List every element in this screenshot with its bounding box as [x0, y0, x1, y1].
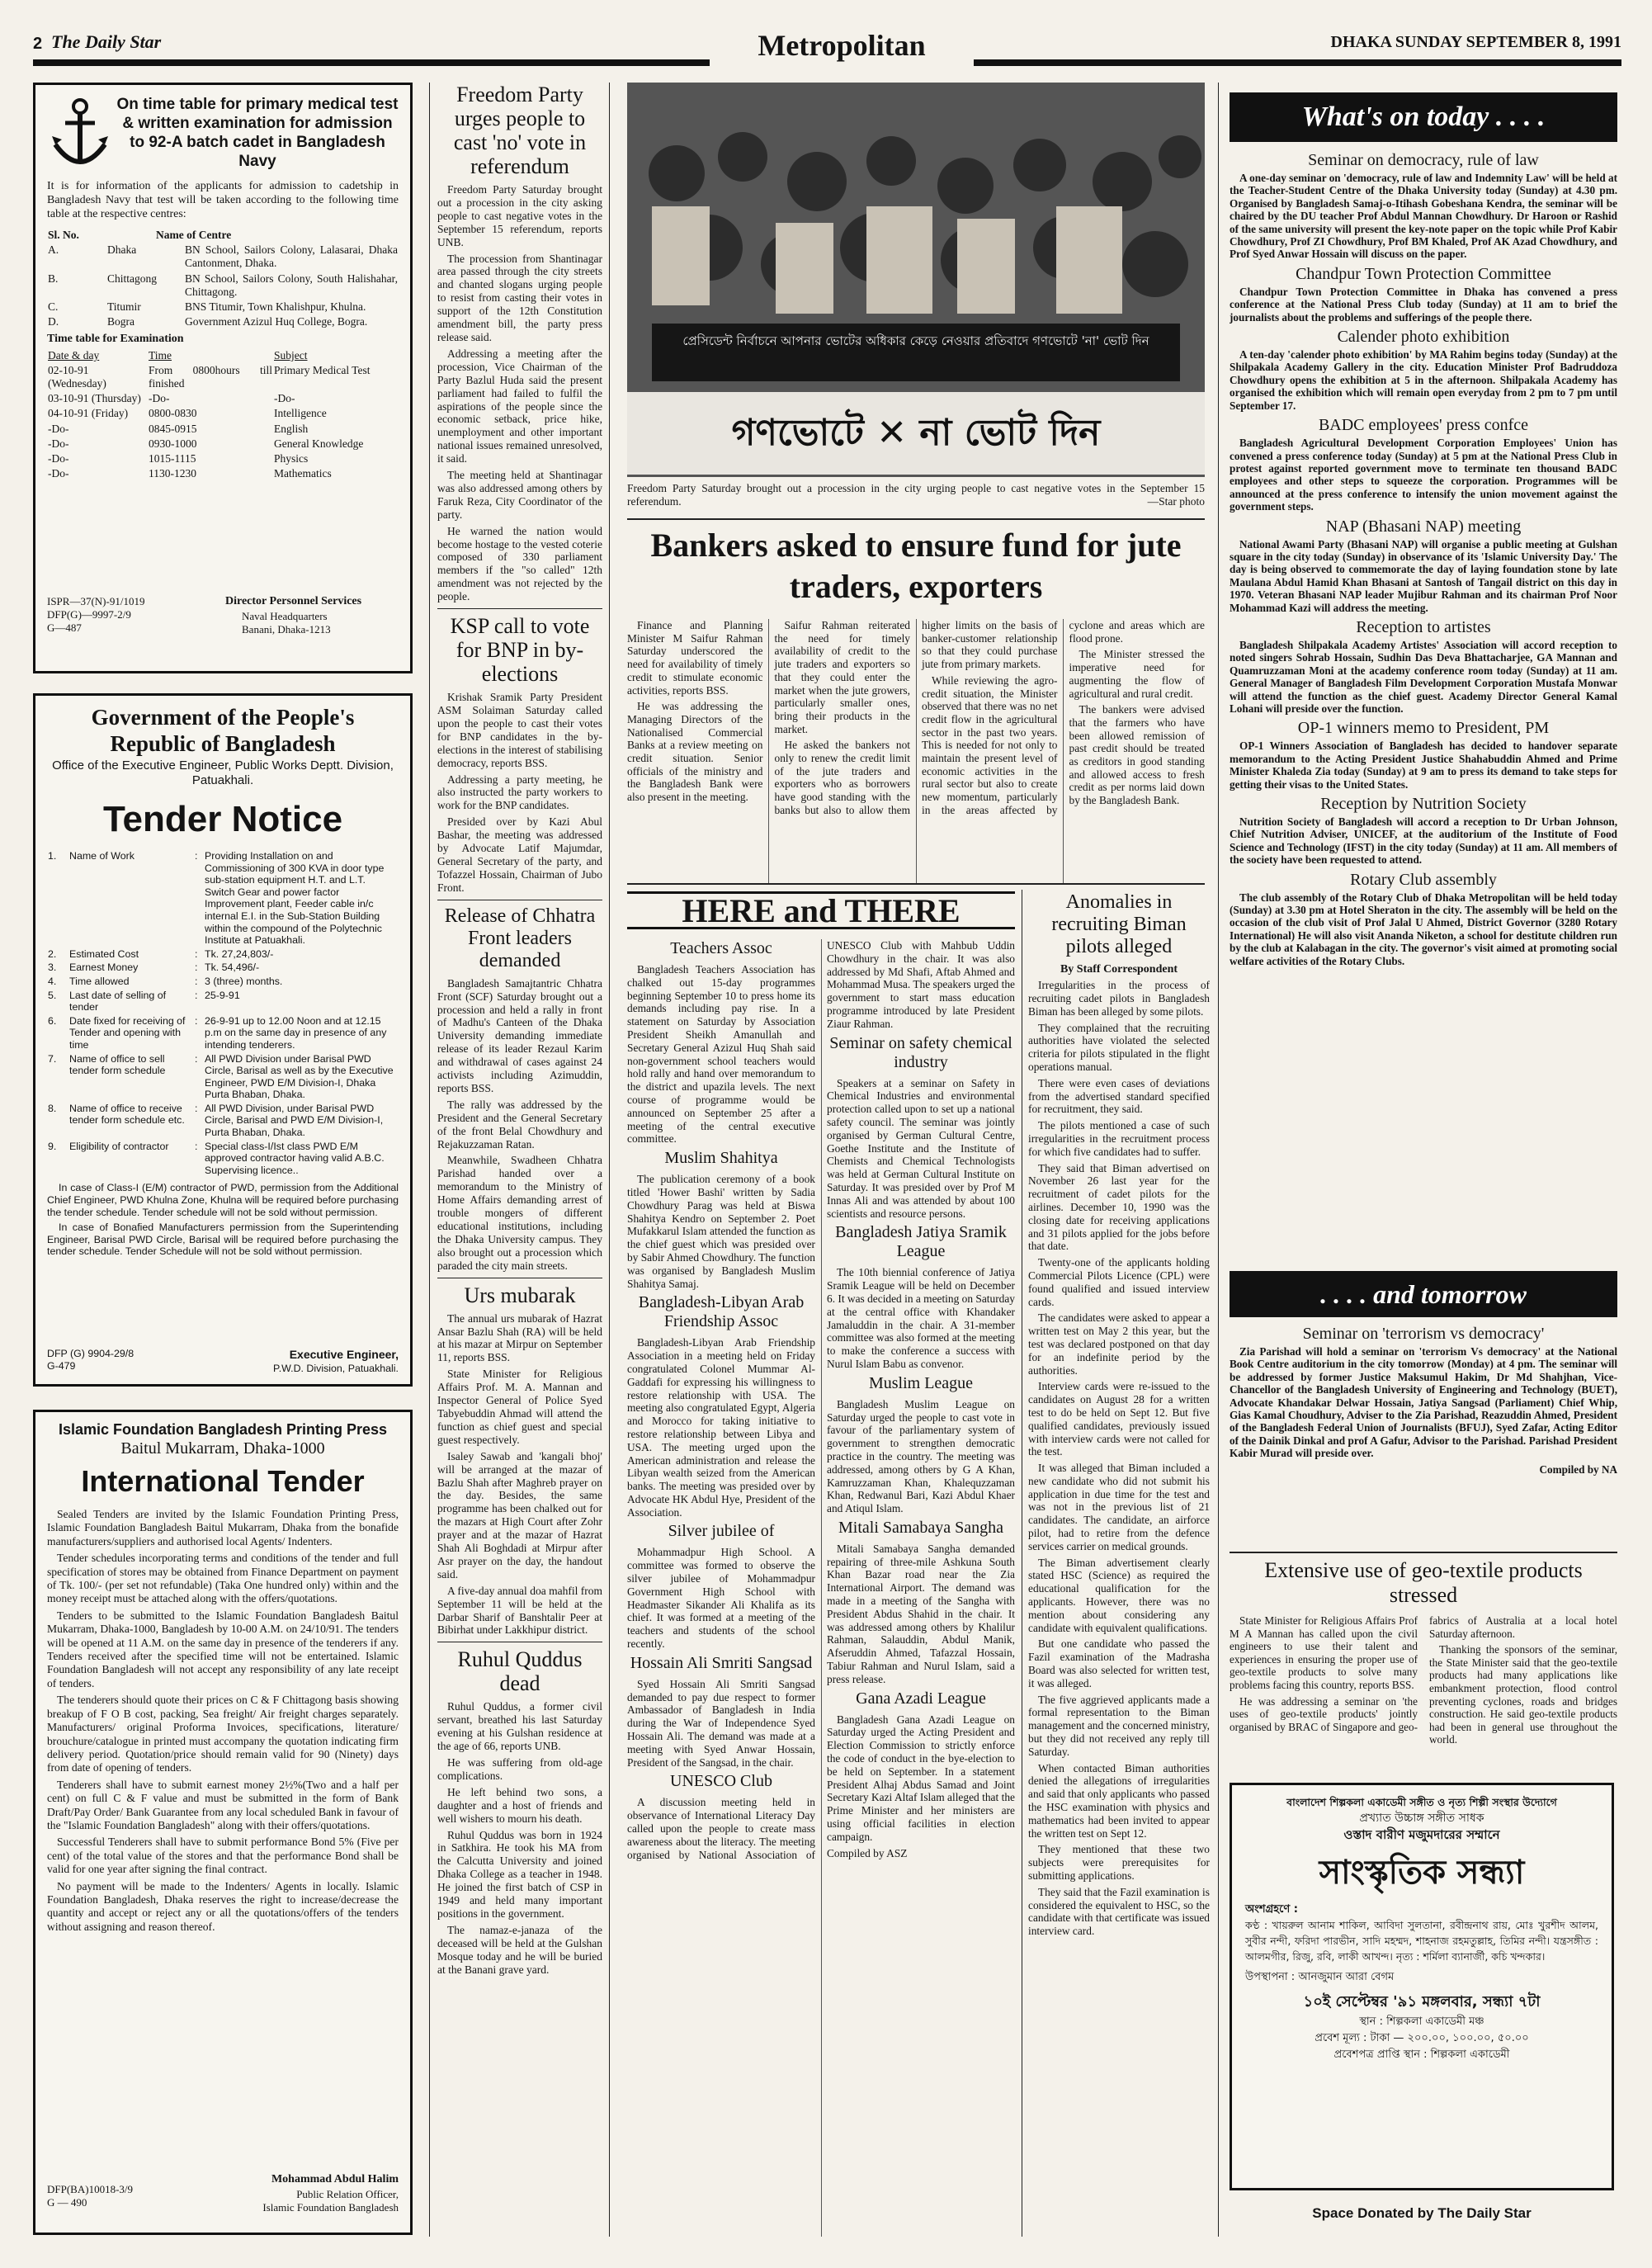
here-item-body: The 10th biennial conference of Jatiya Sramik League will be held on December 6. It was decided in a meeting on Saturday at the central office with Khandaker Jamaluddin in the chair. A 31-member committee was also formed at the meeting to make the conference a success with Nurul Islam Babu as convenor. [827, 1266, 1015, 1370]
tender-row: 8. Name of office to receive tender form schedule etc. : All PWD Division, under Barisal PWD Circle, Barisal and PWD E/M Division-I, Purta Bhaban, Dhaka. [48, 1102, 384, 1139]
here-item-head: Teachers Assoc [670, 939, 772, 957]
vote-sign: গণভোটে ✕ না ভোট দিন [627, 392, 1205, 475]
ruhul-story: Ruhul Quddus, a former civil servant, breathed his last Saturday evening at his Gulshan residence at the age of 66, reports UNB. He was suffering from old-age complications. He left behind two sons, a daughter and a host of friends and well wishers to mourn his death. Ruhul Quddus was born in 1924 in Satkhira. He took his MA from the Calcutta University and joined Dhaka College as a teacher in 1948. He joined the first batch of CSP in 1949 and held many important positions in the government. The namaz-e-janaza of the deceased will be held at the Gulshan Mosque today and he will be buried at the Banani grave yard. [437, 1700, 602, 1976]
navy-ad-intro: It is for information of the applicants for admission to cadetship in Bangladesh Navy that test will be taken according to the following time table at the respective centres: [47, 180, 399, 220]
here-compiled: Compiled by ASZ [827, 1846, 908, 1859]
photo-credit: —Star photo [1147, 495, 1205, 508]
tomorrow-head: Seminar on 'terrorism vs democracy' [1302, 1325, 1545, 1343]
masthead-logo: The Daily Star [51, 31, 162, 52]
tender-note-1: In case of Class-I (E/M) contractor of PWD, permission from the Additional Chief Engineer, PWD Khulna Zone, Khulna will be required before purchasing the tender schedule. Tender schedule will not be sold without permission. [47, 1182, 399, 1218]
tender-row: 5. Last date of selling of tender : 25-9-91 [48, 989, 240, 1014]
today-item-head: Chandpur Town Protection Committee [1296, 264, 1551, 283]
freedom-headline: Freedom Party urges people to cast 'no' vote in referendum [453, 83, 587, 178]
col-slno: Sl. No. [48, 229, 79, 241]
header-rule-left [33, 59, 710, 66]
here-item-head: Muslim League [868, 1373, 974, 1392]
here-item-head: Gana Azadi League [856, 1689, 986, 1708]
bn-performers: কণ্ঠ : খায়রুল আনাম শাকিল, আবিদা সুলতানা, রবীন্দ্রনাথ রায়, মোঃ খুরশীদ আলম, সুবীর নন্দী, ফরিদা পারভীন, সাদি মহম্মদ, শাহনাজ রহমতুল্লাহ, তিমির নন্দী। যন্ত্রসঙ্গীত : আলমগীর, রিজু, রবি, লাকী আখন্দ। নৃত্য : শর্মিলা ব্যানার্জী, কচি খন্দকার। [1245, 1919, 1598, 1963]
col-centre: Name of Centre [156, 229, 232, 241]
news-column-2 [437, 83, 602, 2237]
whats-on-today-list [1230, 150, 1617, 1238]
ifb-body [47, 1508, 399, 1934]
today-item-head: NAP (Bhasani NAP) meeting [1325, 517, 1522, 536]
today-item-body: National Awami Party (Bhasani NAP) will organise a public meeting at Gulshan square in the city today (Sunday) in observance of its 'Islamic University Day.' The day is being observed to commemorate the day of laying foundation stone by late Maulana Abdul Hamid Khan Bhasani at Santosh of Tangail district on this day in 1970. Veteran Bhasani NAP leader Mujibur Rahman and its chairman Prof Noor Mohammad Kazi will address the meeting. [1230, 537, 1617, 614]
story-rule [1230, 1552, 1617, 1553]
cultural-evening-ad [1230, 1783, 1614, 2190]
schedule-row: 03-10-91 (Thursday) -Do- -Do- [48, 392, 295, 405]
chhatra-story: Bangladesh Samajtantric Chhatra Front (SCF) Saturday brought out a procession and held a rally in front of Madhu's Canteen of the Dhaka University demanding immediate release of its leader Rezaul Karim and withdrawal of cases against 24 activists including Azimuddin, reports BSS. The rally was addressed by the President and the General Secretary of the front Belal Chowdhury and Rejakuzzaman Ratan. Meanwhile, Swadheen Chhatra Parishad handed over a memorandum to the Ministry of Home Affairs demanding arrest of trouble mongers of different educational institutions, including the Dhaka University campus. They also brought out a procession which paraded the city main streets. [437, 976, 602, 1272]
chhatra-headline: Release of Chhatra Front leaders demanded [444, 905, 596, 971]
tender-details-table [47, 849, 399, 1177]
centre-row: A. Dhaka BN School, Sailors Colony, Lalasarai, Dhaka Cantonment, Dhaka. [48, 243, 398, 270]
tender-sig-office: P.W.D. Division, Patuakhali. [273, 1363, 399, 1374]
section-title: Metropolitan [758, 29, 926, 62]
here-item-body: Speakers at a seminar on Safety in Chemical Industries and environmental protection called upon to set up a national safety council. The seminar was jointly organised by German Cultural Centre, Goethe Institute and the Institute of Chemists and Chemical Technologists was held at German Cultural Institute on Saturday. It was presided over by Prof M Innas Ali and was attended by about 100 scientists and resource persons. [827, 1076, 1015, 1220]
tender-ref: DFP (G) 9904-29/8 G-479 [47, 1348, 135, 1372]
story-rule [437, 608, 602, 609]
navy-ad-refs: ISPR—37(N)-91/1019 DFP(G)—9997-2/9 G—487 [47, 595, 145, 635]
ruhul-headline: Ruhul Quddus dead [457, 1647, 583, 1696]
biman-story [1028, 891, 1210, 2237]
bankers-story: Finance and Planning Minister M Saifur Rahman Saturday underscored the need for availability of timely credit to stimulate economic activities, reports BSS. He was addressing the Managing Directors of the Nationalised Commercial Banks at a review meeting on credit situation. Senior officials of the ministry and the Bangladesh Bank were also present in the meeting. Saifur Rahman reiterated the need for timely availability of credit to the jute traders and exporters so that they could enter the market when the jute growers, particularly smaller ones, bring their products in the market. He asked the bankers not only to renew the credit limit of the jute traders and exporters who as borrowers have good standing with the banks but also to allow them higher limits on the basis of banker-customer relationship so that they could purchase jute from primary markets. While reviewing the agro-credit situation, the Minister observed that there was no net credit flow in the agricultural sector in the past two years. This is needed for not only to maintain the present level of economic activities in the rural sector but also to create new momentum, particularly in the areas affected by cyclone and areas which are flood prone. The Minister stressed the imperative need for augmenting the flow of agricultural and rural credit. The bankers were advised that the farmers who have been allowed remission of past credit should be treated as creditors in good standing and allowed access to fresh credit as per norms laid down by the Bangladesh Bank. [627, 619, 1205, 816]
today-item-head: Seminar on democracy, rule of law [1308, 151, 1539, 169]
centre-row: C. Titumir BNS Titumir, Town Khalishpur, Khulna. [48, 300, 366, 314]
today-item-head: Reception to artistes [1356, 617, 1491, 636]
today-item-head: Calender photo exhibition [1337, 328, 1510, 347]
tomorrow-item [1230, 1324, 1617, 1547]
tender-row: 9. Eligibility of contractor : Special class-I/Ist class PWD E/M approved contractor having valid A.B.C. Supervising licence.. [48, 1140, 385, 1176]
here-and-there-banner: HERE and THERE [627, 891, 1015, 929]
ifb-address: Baitul Mukarram, Dhaka-1000 [120, 1439, 325, 1458]
navy-anchor-icon [50, 97, 110, 171]
space-donated: Space Donated by The Daily Star [1312, 2205, 1532, 2221]
bn-line-2: প্রখ্যাত উচ্চাঙ্গ সঙ্গীত সাধক [1359, 1812, 1484, 1825]
here-item-head: Muslim Shahitya [664, 1149, 778, 1168]
schedule-row: -Do- 0845-0915 English [48, 422, 309, 435]
schedule-row: -Do- 1015-1115 Physics [48, 452, 309, 465]
ifb-tender-ad [33, 1410, 413, 2235]
geo-story: State Minister for Religious Affairs Prof M A Mannan has called upon the civil engineers to use their talent and experiences in ensuring the proper use of geo-textile products to solve many problems facing this country, reports BSS. He was addressing a seminar on 'the uses of geo-textile products' jointly organised by BRAC of Singapore and geo-fabrics of Australia at a local hotel Saturday afternoon. Thanking the sponsors of the seminar, the State Minister said that the geo-textile products had many applications like embankment protection, flood control preventing cyclones, roads and bridges construction. He said geo-textile products had been in general use throughout the world. [1230, 1614, 1617, 1746]
here-item-body: Syed Hossain Ali Smriti Sangsad demanded to pay due respect to former Ambassador of Bangladesh in India during the War of Independence Syed Hossain Ali. The demand was made at a meeting with Syed Anwar Hossain, President of the Sangsad, in the chair. [627, 1677, 815, 1769]
schedule-table: Date & day Time Subject 02-10-91 (Wednesday) From 0800hours till finished Primary Medical Test 03-10-91 (Thursday) -Do- -Do- 04-10-91 (Friday) 0800-0830 Intelligence -Do- 0845-0915 English -Do- 0930-1000 General Knowledge -Do- 1015-1115 Physics -Do- 1130-1230 Mathematics [47, 348, 399, 482]
tender-row: 2. Estimated Cost : Tk. 27,24,803/- [48, 947, 274, 960]
tender-row: 1. Name of Work : Providing Installation on and Commissioning of 300 KVA in door type sub-station equipment H.T. and L.T. Switch Gear and power factor Improvement plant, Feeder cable in/c internal E.I. in the Sub-Station Building within the compound of the Polytechnic Institute at Patuakhali. [48, 850, 385, 947]
today-item-body: Nutrition Society of Bangladesh will accord a reception to Dr Urban Johnson, Chief Nutrition Adviser, UNICEF, at the auditorium of the Institute of Food Science and Technology (IFST) in the city today (Sunday) at 11 am. All members of the society have been requested to attend. [1230, 815, 1617, 867]
bn-ticket-place: প্রবেশপত্র প্রাপ্তি স্থান : শিল্পকলা একাডেমী [1333, 2048, 1510, 2061]
here-item-body: Bangladesh Gana Azadi League on Saturday urged the Acting President and Election Commission to strictly enforce the code of conduct in the bye-election to be held on September. In a statement President Alhaj Abdus Samad and Joint Secretary Kazi Altaf Islam alleged that the Prime Minister and her ministers are using official facilities in election campaign. [827, 1713, 1015, 1843]
banner-text: প্রেসিডেন্ট নির্বাচনে আপনার ভোটের অধিকার কেড়ে নেওয়ার প্রতিবাদে গণভোটে 'না' ভোট দিন [682, 333, 1149, 348]
ifb-signatory: Mohammad Abdul Halim [271, 2173, 399, 2185]
here-item-body: Mohammadpur High School. A committee was formed to observe the silver jubilee of Mohammadpur Government High School with Headmaster Sikander Ali Khalifa as its chief. It was formed at a meeting of the teachers and students of the school recently. [627, 1546, 815, 1651]
here-item-head: Silver jubilee of [668, 1522, 775, 1541]
tender-notice-ad [33, 693, 413, 1387]
freedom-story: Freedom Party Saturday brought out a procession in the city asking people to cast negative votes in the September 15 referendum, reports UNB. The procession from Shantinagar area passed through the city streets and chanted slogans urging people to resist from casting their votes in support of the 12th Constitution amendment bill, the party press release said. Addressing a meeting after the procession, Vice Chairman of the Party Bazlul Huda said the present parliament had failed to fulfil the aspirations of the people since the economic setback, price hike, unemployment and other important national issues remained unresolved, it said. The meeting held at Shantinagar was also addressed among others by Faruk Reza, City Coordinator of the party. He warned the nation would become hostage to the vested coterie composed of 330 parliament members if the "so called" 12th amendment was not rejected by the people. [437, 183, 602, 603]
story-rule [627, 883, 1205, 885]
today-item-head: OP-1 winners memo to President, PM [1297, 719, 1550, 738]
and-tomorrow-banner: . . . . and tomorrow [1230, 1271, 1617, 1317]
page-number: 2 [33, 35, 43, 53]
story-rule [627, 518, 1205, 520]
tender-office: Office of the Executive Engineer, Public Works Deptt. Division, Patuakhali. [52, 758, 394, 787]
schedule-row: -Do- 1130-1230 Mathematics [48, 467, 332, 480]
tender-row: 4. Time allowed : 3 (three) months. [48, 975, 283, 987]
ifb-para: No payment will be made to the Indenters/ Agents in locally. Islamic Foundation Bangladesh, Dhaka reserves the right to increase/decrease the quantity and accept or reject any or all the quotations/offers of the tenders without assigning and reason thereof. [47, 1879, 399, 1933]
bn-performers-label: অংশগ্রহণে : [1245, 1903, 1298, 1916]
today-item-body: Bangladesh Agricultural Development Corporation Employees' Union has convened a press conference today (Sunday) at 5 pm at the National Press Club in protest against reported government move to terminate ten thousand BADC employees and other steps to squeeze the corporation. Programmes will be announced at the press conference to intensify the union movement against the government steps. [1230, 437, 1617, 513]
here-item-body: Bangladesh Teachers Association has chalked out 15-day programmes beginning September 10 to press home its demands including pay rise. In a statement on Saturday by Association President Sheikh Amanullah and Secretary General Azizul Huq Shah said non-government school teachers would hold rally and hand over memorandum to the district and upazila levels. The next course of programme would be announced on September 25 after a meeting of the central executive committee. [627, 963, 815, 1146]
here-item-body: A discussion meeting held in observance of International Literacy Day called upon the people to create mass awareness about the literacy. The meeting organised by National Association of UNESCO Club with Mahbub Uddin Chowdhury in the chair. It was also addressed by Md Shafi, Aftab Ahmed and Mohammad Musa. The speakers urged the government to start mass education programme introduced by late President Ziaur Rahman. [627, 939, 1015, 1861]
tender-row: 3. Earnest Money : Tk. 54,496/- [48, 962, 260, 974]
bn-title: সাংস্কৃতিক সন্ধ্যা [1319, 1854, 1525, 1892]
whats-on-today-banner: What's on today . . . . [1230, 92, 1617, 142]
today-item-body: Bangladesh Shilpakala Academy Artistes' Association will accord reception to noted singers Sohrab Hossain, Sudhin Das Deva Bhattacharjee, GA Mannan and Quamruzzaman Moni at the academy conference room today (Sunday) at 11 am. General Manager of Bangladesh Film Development Corporation Mustafa Monwar will attend the function as the chief guest. Academy Director General Kamal Lohani will preside over the function. [1230, 638, 1617, 715]
here-item-head: UNESCO Club [670, 1772, 772, 1791]
here-item-body: The publication ceremony of a book titled 'Hower Bashi' written by Sadia Chowdhury Parag was held at Biswa Shahitya Kendro on September 2. Poet Mufakkarul Islam attended the function as the chief guest which was presided over by Sabir Ahmed Chowdhury. The function was organised by Bangladesh Muslim Shahitya Samaj. [627, 1173, 815, 1290]
here-item-body: Bangladesh-Libyan Arab Friendship Association in a meeting held on Friday congratulated Colonel Mummar Al-Gaddafi for expressing his willingness to restore relationship with USA. The meeting also congratulated Egypt, Algeria and Morocco for taking initiative to restore relationship between Libya and USA. The meeting urged upon the American administration and release the Libyan wealth seized from the American banks. The meeting was presided over by Advocate HK Abdul Hye, President of the Association. [627, 1336, 815, 1519]
ifb-org: Islamic Foundation Bangladesh Printing Press [58, 1421, 388, 1438]
here-item-head: Bangladesh Jatiya Sramik League [835, 1223, 1007, 1261]
geo-headline: Extensive use of geo-textile products stressed [1264, 1558, 1583, 1607]
page-header [33, 28, 1621, 69]
biman-headline: Anomalies in recruiting Biman pilots alleged [1051, 891, 1187, 957]
ifb-para: The tenderers should quote their prices on C & F Chittagong basis showing breakup of F O B cost, packing, Sea freight/ Air freight charges separately. Manufacturers/ original Proforma Invoices, specifications, literature/ brouchure/catalogue in printed must accompany the quotation indicating firm delivery period. Quotation/price should remain valid for 90 (Ninety) days from date of opening of tenders. [47, 1694, 399, 1774]
ifb-para: Successful Tenderers shall have to submit performance Bond 5% (Five per cent) of the total value of the stores and that the performance Bond shall be valid for one year after signing the final contract. [47, 1836, 399, 1876]
schedule-title: Time table for Examination [47, 333, 184, 346]
tender-title: Tender Notice [102, 799, 343, 839]
tomorrow-body: Zia Parishad will hold a seminar on 'terrorism Vs democracy' at the National Book Centre auditorium in the city tomorrow (Monday) at 4 pm. The seminar will be addressed by former Justice Maksumul Hakim, Dr Md Shahjhan, Vice-Chancellor of the Bangladesh University of Engineering and Technology (BUET), Advocate Khandakar Delwar Hossain, Jatiya Sangsad (Parliament) Chief Whip, Gias Kamal Choudhury, Adviser to the Zia Parishad, Reazuddin Ahmed, President of the Bangladesh Federal Union of Journalists (BFUJ), Syed Zafar, Acting Editor of the Dainik Dinkal and prof A Gafur, Advisor to the Parishad. Parishad President Kabir Murad will preside over. [1230, 1345, 1617, 1460]
here-item-body: Mitali Samabaya Sangha demanded repairing of three-mile Ashkuna South Khan Bazar road near the Zia International Airport. The demand was made in a meeting of the Sangha with President Abdus Shahid in the chair. It was addressed among others by Khalilur Rahman, Salauddin, Abdul Manik, Afseruddin Ahmed, Tafazzal Hossain, Tabiur Rahman and Nurul Islam, said a press release. [827, 1542, 1015, 1685]
centre-row: B. Chittagong BN School, Sailors Colony, South Halishahar, Chittagong. [48, 272, 398, 298]
here-and-there-items [627, 939, 1015, 2237]
today-item-body: The club assembly of the Rotary Club of Dhaka Metropolitan will be held today (Sunday) at 3.30 pm at Hotel Sheraton in the city. The assembly will be held on the occasion of the club visit of Prof Jalal U Ahmed, District Governor (3280 Rotary International) He will also visit Ananda Niketon, a school for destitute children run by the club at Kalabagan in the city. The governor's visit aimed at promoting social welfare activities of the Rotary Clubs. [1230, 891, 1617, 967]
urs-headline: Urs mubarak [464, 1283, 576, 1307]
here-item-head: Hossain Ali Smriti Sangsad [630, 1653, 813, 1672]
ifb-para: Tenders to be submitted to the Islamic Foundation Bangladesh Baitul Mukarram, Dhaka-1000, Bangladesh by 10-00 A.M. on 24/10/91. The tenders will be opened at 11 A.M. on the same day in presence of the tenderers if any. Tenders received after the specified time will not be entertained. Islamic Foundation Bangladesh will not accept any responsibility of any late receipt of tenders. [47, 1609, 399, 1689]
photo-caption: Freedom Party Saturday brought out a procession in the city urging people to cast negative votes in the September 15 referendum. —Star photo [627, 482, 1205, 508]
today-item-body: A one-day seminar on 'democracy, rule of law and Indemnity Law' will be held at the Teacher-Student Centre of the Dhaka University today (Sunday) at 4.30 pm. Organised by Bangladesh Samaj-o-Itihash Gobeshana Kendra, the seminar will be chaired by the DU teacher Prof Abdul Mannan Chowdhury. Dr Haroon or Rashid of the same university will present the key-note paper on the topic while Prof Kabir Chowdhury, Prof ZI Chowdhury, Prof BM Khaled, Prof AK Azad Chowdhury, and Prof Syed Anwar Hossain will discuss on the paper. [1230, 172, 1617, 261]
column-rule [1218, 83, 1219, 2237]
navy-signatory: Director Personnel Services [225, 595, 362, 607]
navy-sig-address: Naval Headquarters Banani, Dhaka-1213 [242, 610, 331, 636]
here-item-head: Seminar on safety chemical industry [829, 1033, 1012, 1071]
schedule-row: -Do- 0930-1000 General Knowledge [48, 437, 364, 450]
navy-ad-title: On time table for primary medical test & written examination for admission to 92-A batch cadet in Bangladesh Navy [116, 96, 399, 170]
bn-tickets: প্রবেশ মূল্য : টাকা — ২০০.০০, ১০০.০০, ৫০.০০ [1315, 2032, 1529, 2044]
tender-signatory: Executive Engineer, [289, 1348, 399, 1361]
tender-note-2: In case of Bonafied Manufacturers permission from the Superintending Engineer, Barisal PWD Circle, Barisal will be required before purchasing the tender schedule. Tender Schedule will not be sold without permission. [47, 1221, 399, 1258]
bn-datetime: ১০ই সেপ্টেম্বর '৯১ মঙ্গলবার, সন্ধ্যা ৭টা [1303, 1993, 1541, 2010]
tender-gov-title: Government of the People's Republic of Bangladesh [91, 705, 355, 756]
today-item-body: Chandpur Town Protection Committee in Dhaka has convened a press conference at the National Press Club today (Sunday) at 11 am to brief the journalists about the problems and sufferings of the people there. [1230, 285, 1617, 324]
today-item-body: A ten-day 'calender photo exhibition' by MA Rahim begins today (Sunday) at the Shilpakala Academy Gallery in the city. Education Minister Prof Badruddoza Chowdhury opens the exhibition at 5 in the afternoon. Shilpakala Academy has organised the exhibition which will remain open everyday from 2 pm to 7 pm until September 17. [1230, 348, 1617, 412]
tomorrow-compiled: Compiled by NA [1539, 1462, 1617, 1476]
tender-row: 6. Date fixed for receiving of Tender and opening with time : 26-9-91 up to 12.00 Noon and at 12.15 p.m on the same day in presence of any intending tenderers. [48, 1014, 387, 1051]
ifb-para: Tender schedules incorporating terms and conditions of the tender and full specification of stores may be obtained from Finance Department on payment of Tk. 100/- (per set not refundable) (Taka One hundred only) within and the money receipt must be attached along with the offers/quotations. [47, 1552, 399, 1605]
urs-story: The annual urs mubarak of Hazrat Ansar Bazlu Shah (RA) will be held at his mazar at Mirpur on September 11, reports BSS. State Minister for Religious Affairs Prof. M. A. Mannan and Inspector General of Police Syed Tabyebuddin Ahmad will attend the function as chief guest and special guest respectively. Isaley Sawab and 'kangali bhoj' will be arranged at the mazar of Bazlu Shah after Maghreb prayer on the day. Besides, the same programme has been chalked out for the mazars at High Court after Zohr prayer and at the mazar of Hazrat Shah Ali Boghdadi at Mirpur after Asr prayer on the day, the handout said. A five-day annual doa mahfil from September 11 will be held at the Darbar Sharif of Banshtalir Peer at Bibirhat under Lakkhipur district. [437, 1311, 602, 1637]
ifb-sig-title: Public Relation Officer, Islamic Foundation Bangladesh [262, 2188, 399, 2214]
today-item-head: BADC employees' press confce [1318, 416, 1529, 435]
today-item-body: OP-1 Winners Association of Bangladesh has decided to handover separate memorandum to the Acting President Justice Shahabuddin Ahmed and Prime Minister Khaleda Zia today (Sunday) at 9 am to press its demand to take steps for getting their visas to the United States. [1230, 739, 1617, 791]
ifb-para: Sealed Tenders are invited by the Islamic Foundation Printing Press, Islamic Foundation Bangladesh Baitul Mukarram, Dhaka from the bonafide manufacturers/suppliers and authorised local Agents/ Indenters. [47, 1508, 399, 1547]
ifb-ref: DFP(BA)10018-3/9 G — 490 [47, 2183, 134, 2209]
bn-presenter: উপস্থাপনা : আনজুমান আরা বেগম [1245, 1971, 1395, 1983]
procession-photo [627, 83, 1205, 477]
schedule-row: 02-10-91 (Wednesday) From 0800hours till finished Primary Medical Test [48, 363, 371, 390]
ksp-story: Krishak Sramik Party President ASM Solaiman Saturday called upon the people to cast their votes for BNP candidates in the by-elections in the interest of stabilising democracy, reports BSS. Addressing a party meeting, he also instructed the party workers to work for the BNP candidates. Presided over by Kazi Abul Bashar, the meeting was addressed by Advocate Latif Majumdar, General Secretary of the party, and Tofazzel Hossain, Chairman of Jubo Front. [437, 691, 602, 894]
here-item-head: Mitali Samabaya Sangha [838, 1518, 1003, 1537]
ifb-para: Tenderers shall have to submit earnest money 2½%(Two and a half per cent) on full C & F value and must be submitted in the form of Bank Draft/Pay Order/ Bank Guarantee from any local scheduled Bank in favour of the "Islamic Foundation Bangladesh" along with their offers/quotations. [47, 1778, 399, 1831]
dateline: DHAKA SUNDAY SEPTEMBER 8, 1991 [1330, 33, 1621, 51]
bankers-headline: Bankers asked to ensure fund for jute traders, exporters [650, 527, 1182, 605]
navy-centres-table [47, 228, 399, 329]
bn-venue: স্থান : শিল্পকলা একাডেমী মঞ্চ [1359, 2015, 1484, 2028]
here-item-body: Bangladesh Muslim League on Saturday urged the people to cast vote in favour of the parliamentary system of government to strengthen democratic practice in the country. The meeting was addressed, among others by G A Khan, Kamruzzaman Khan, Khalequzzaman Khan, Redwanul Bari, Kazi Abdul Khaer and Atiqul Islam. [827, 1397, 1015, 1515]
ksp-headline: KSP call to vote for BNP in by-elections [450, 614, 590, 687]
header-rule-right [974, 59, 1621, 66]
navy-exam-ad [33, 83, 413, 673]
ifb-title: International Tender [81, 1464, 365, 1498]
here-item-head: Bangladesh-Libyan Arab Friendship Assoc [638, 1293, 805, 1331]
column-rule [609, 83, 610, 2237]
bn-line-1: বাংলাদেশ শিল্পকলা একাডেমী সঙ্গীত ও নৃত্য শিল্পী সংস্থার উদ্যোগে [1286, 1796, 1557, 1808]
bn-line-3: ওস্তাদ বারীণ মজুমদারের সম্মানে [1343, 1827, 1500, 1842]
today-item-head: Rotary Club assembly [1350, 870, 1497, 889]
column-rule [429, 83, 430, 2237]
biman-body: Irregularities in the process of recruiting cadet pilots in Bangladesh Biman has been alleged by some pilots. They complained that the recruiting authorities have violated the selected criteria for pilots stipulated in the flight operations manual. There were even cases of deviations from the advertised standard specified for recruitment, they said. The pilots mentioned a case of such irregularities in the recruitment process for which five candidates had to suffer. They said that Biman advertised on November 26 last year for the recruitment of cadet pilots for the airlines. December 10, 1990 was the closing date for receiving applications and 31 pilots applied for the jobs before that date. Twenty-one of the applicants holding Commercial Pilots Licence (CPL) were found qualified and issued interview cards. The candidates were asked to appear a written test on May 2 this year, but the test was declared postponed on that day for an indefinite period by the authorities. Interview cards were re-issued to the candidates on August 28 for a written test to do be held on Sept 12. But five qualified candidates, previously issued with interview cards were not called for the test. It was alleged that Biman included a new candidate who did not submit his application in due time for the test and was not in the previous list of 21 candidates. The candidate, an airforce pilot, had to retire from the defence services carrier on medical grounds. The Biman advertisement clearly stated HSC (Science) as required the educational qualification for the applicants. However, there was no mention about considering any candidate with equivalent qualifications. But one candidate who passed the Fazil examination of the Madrasha Board was also selected for written test, it was alleged. The five aggrieved applicants made a formal representation to the Biman management and the concerned ministry, but they did not received any reply till Saturday. When contacted Biman authorities denied the allegations of irregularities and said that only applicants who passed the HSC examination with physics and mathematics had been invited to appear the written test on Sept 12. They mentioned that these two subjects were prerequisites for submitting applications. They said that the Fazil examination is considered the equivalent to HSC, so the candidate with that certificate was issued interview card. [1028, 979, 1210, 1938]
schedule-row: 04-10-91 (Friday) 0800-0830 Intelligence [48, 407, 327, 420]
centre-row: D. Bogra Government Azizul Huq College, Bogra. [48, 315, 368, 328]
biman-byline: By Staff Correspondent [1060, 963, 1178, 976]
tender-row: 7. Name of office to sell tender form schedule : All PWD Division under Barisal PWD Circle, Barisal as well as by the Executive Engineer, PWD E/M Division-I, Dhaka Purta Bhaban, Dhaka. [48, 1052, 394, 1101]
today-item-head: Reception by Nutrition Society [1320, 795, 1527, 814]
